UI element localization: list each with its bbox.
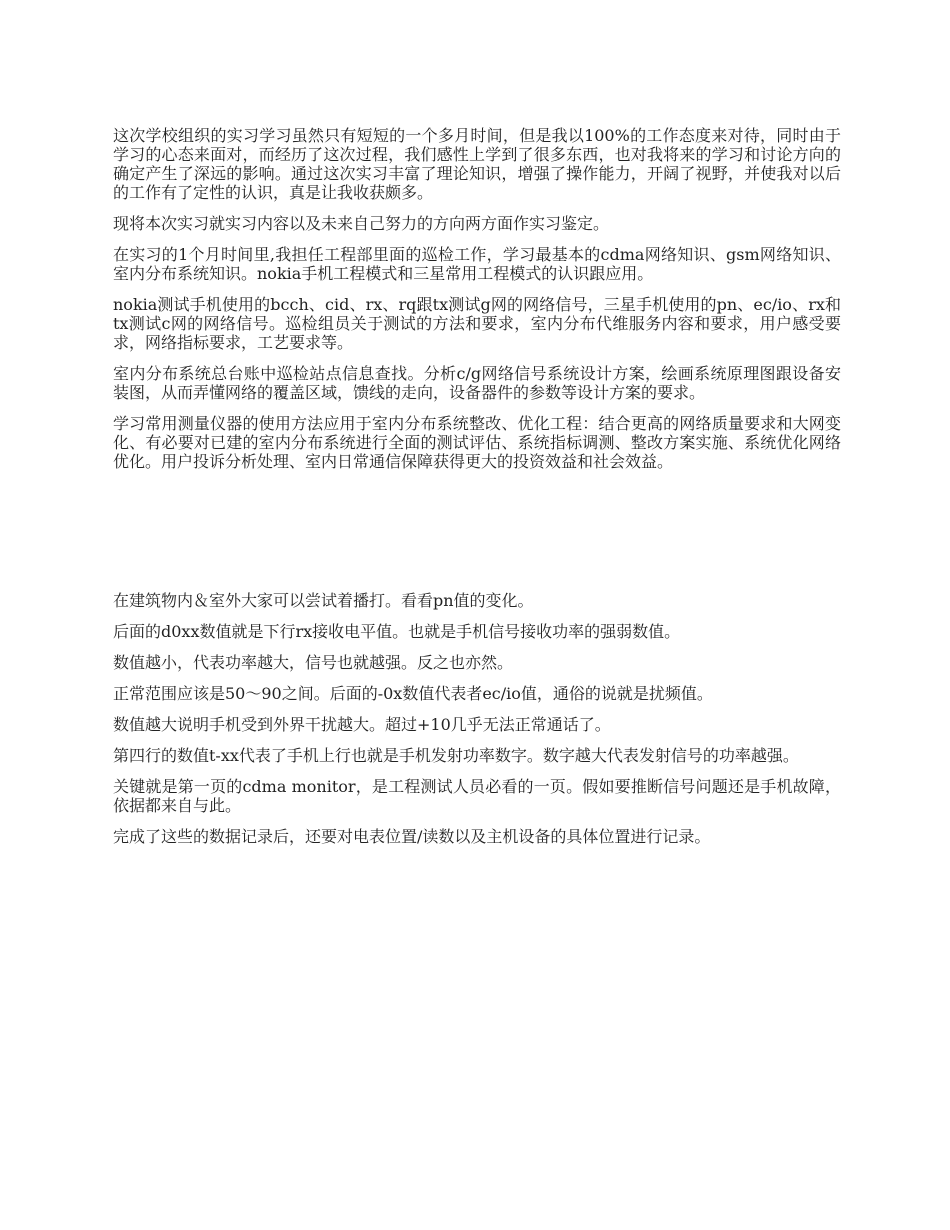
paragraph-interference: 数值越大说明手机受到外界干扰越大。超过+10几乎无法正常通话了。	[113, 715, 611, 734]
paragraph-rx-level: 后面的d0xx数值就是下行rx接收电平值。也就是手机信号接收功率的强弱数值。	[113, 622, 681, 641]
document-page	[113, 126, 841, 858]
paragraph-distribution-system: 室内分布系统总台账中巡检站点信息查找。分析c/g网络信号系统设计方案，绘画系统原理图跟设备安装图，从而弄懂网络的覆盖区域，馈线的走向，设备器件的参数等设计方案的要求。	[113, 364, 841, 402]
paragraph-tx-power: 第四行的数值t-xx代表了手机上行也就是手机发射功率数字。数字越大代表发射信号的功率越强。	[113, 746, 799, 765]
paragraph-test-phones: nokia测试手机使用的bcch、cid、rx、rq跟tx测试g网的网络信号，三星手机使用的pn、ec/io、rx和tx测试c网的网络信号。巡检组员关于测试的方法和要求，室内分布代维服务内容和要求，用户感受要求，网络指标要求，工艺要求等。	[113, 295, 841, 352]
section-gap	[113, 483, 841, 591]
paragraph-measurement-instruments: 学习常用测量仪器的使用方法应用于室内分布系统整改、优化工程：结合更高的网络质量要求和大网变化、有必要对已建的室内分布系统进行全面的测试评估、系统指标调测、整改方案实施、系统优化网络优化。用户投诉分析处理、室内日常通信保障获得更大的投资效益和社会效益。	[113, 414, 841, 471]
paragraph-intro: 这次学校组织的实习学习虽然只有短短的一个多月时间，但是我以100%的工作态度来对待，同时由于学习的心态来面对，而经历了这次过程，我们感性上学到了很多东西，也对我将来的学习和讨论方向的确定产生了深远的影响。通过这次实习丰富了理论知识，增强了操作能力，开阔了视野，并使我对以后的工作有了定性的认识，真是让我收获颇多。	[113, 126, 841, 202]
paragraph-recording: 完成了这些的数据记录后，还要对电表位置/读数以及主机设备的具体位置进行记录。	[113, 827, 711, 846]
paragraph-dial-test: 在建筑物内＆室外大家可以尝试着播打。看看pn值的变化。	[113, 591, 534, 610]
paragraph-signal-strength: 数值越小，代表功率越大，信号也就越强。反之也亦然。	[113, 653, 514, 672]
paragraph-normal-range: 正常范围应该是50～90之间。后面的-0x数值代表者ec/io值，通俗的说就是扰频值。	[113, 684, 713, 703]
paragraph-cdma-monitor: 关键就是第一页的cdma monitor，是工程测试人员必看的一页。假如要推断信号问题还是手机故障，依据都来自与此。	[113, 777, 841, 815]
paragraph-internship-role: 在实习的1个月时间里,我担任工程部里面的巡检工作，学习最基本的cdma网络知识、gsm网络知识、室内分布系统知识。nokia手机工程模式和三星常用工程模式的认识跟应用。	[113, 245, 841, 283]
paragraph-summary-plan: 现将本次实习就实习内容以及未来自己努力的方向两方面作实习鉴定。	[113, 214, 610, 233]
